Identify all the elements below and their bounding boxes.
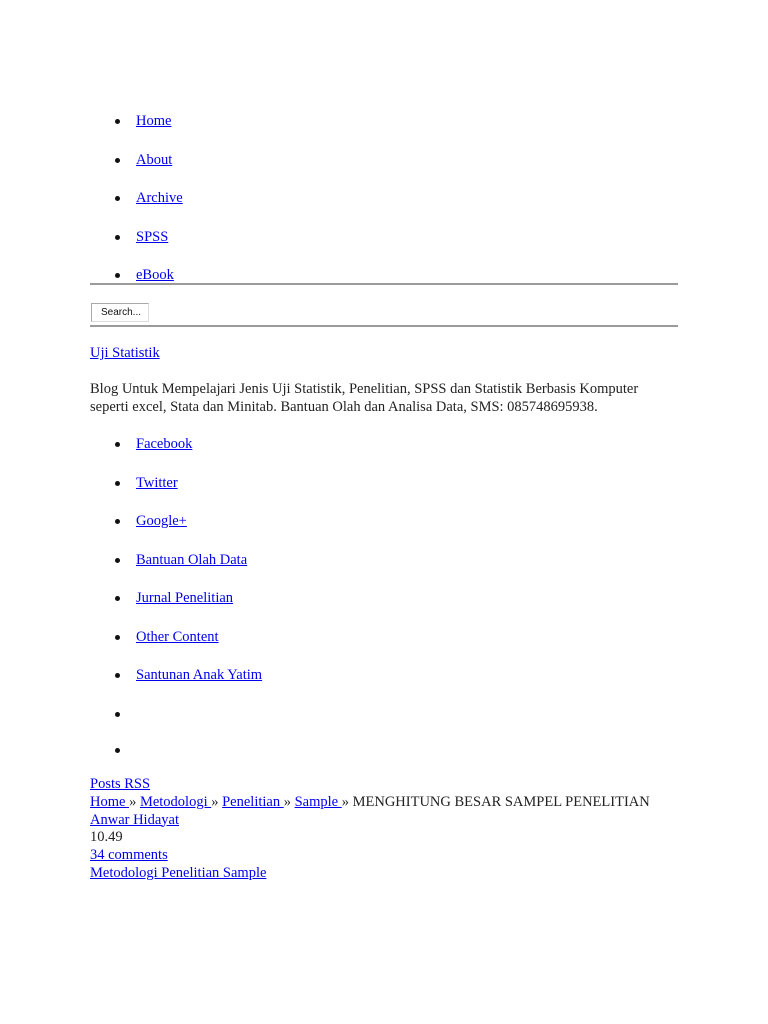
breadcrumb-separator: » (283, 793, 295, 810)
social-item-empty-2 (90, 741, 678, 777)
social-item-jurnal (90, 589, 678, 628)
breadcrumb-separator: » (341, 793, 353, 810)
post-meta (90, 776, 690, 883)
social-item-googleplus (90, 512, 678, 551)
social-item-facebook (90, 435, 678, 474)
twitter-link[interactable]: Twitter (136, 474, 178, 491)
breadcrumb-separator: » (211, 793, 223, 810)
main-nav (90, 112, 678, 305)
nav-item-about (90, 151, 678, 190)
facebook-link[interactable]: Facebook (136, 436, 193, 452)
post-time: 10.49 (90, 829, 123, 846)
post-labels (90, 865, 690, 883)
breadcrumb-separator: » (129, 793, 140, 810)
nav-link-ebook[interactable]: eBook (136, 267, 174, 283)
site-description: Blog Untuk Mempelajari Jenis Uji Statistik, Penelitian, SPSS dan Statistik Berbasis Komputer seperti excel, Stata dan Minitab. Bantuan Olah dan Analisa Data, SMS: 085748695938. (90, 381, 639, 415)
nav-item-archive (90, 189, 678, 228)
social-item-other (90, 628, 678, 667)
nav-link-spss[interactable]: SPSS (136, 228, 169, 245)
divider-bottom (90, 325, 678, 327)
divider-top (90, 283, 678, 285)
nav-item-spss (90, 228, 678, 267)
breadcrumb-current: MENGHITUNG BESAR SAMPEL PENELITIAN (352, 793, 650, 810)
breadcrumb-penelitian[interactable]: Penelitian (222, 793, 284, 810)
jurnal-penelitian-link[interactable]: Jurnal Penelitian (136, 590, 234, 606)
social-item-bantuan (90, 551, 678, 590)
nav-item-home (90, 112, 678, 151)
nav-link-about[interactable]: About (136, 151, 173, 168)
other-content-link[interactable]: Other Content (136, 628, 219, 645)
breadcrumb-home[interactable]: Home (90, 793, 130, 810)
breadcrumb-metodologi[interactable]: Metodologi (139, 793, 212, 810)
author-link[interactable]: Anwar Hidayat (90, 811, 179, 828)
bantuan-olah-data-link[interactable]: Bantuan Olah Data (136, 551, 248, 568)
posts-rss-link[interactable]: Posts RSS (90, 776, 151, 792)
breadcrumb (90, 794, 690, 812)
social-links (90, 435, 678, 777)
site-title-link[interactable]: Uji Statistik (90, 345, 160, 361)
label-link-penelitian[interactable]: Penelitian (161, 864, 223, 881)
search-input[interactable]: Search... (91, 303, 149, 322)
comments-row (90, 847, 690, 865)
breadcrumb-sample[interactable]: Sample (294, 793, 342, 810)
label-link-sample[interactable]: Sample (222, 864, 267, 881)
posts-rss-row (90, 776, 690, 794)
social-item-twitter (90, 474, 678, 513)
googleplus-link[interactable]: Google+ (136, 513, 187, 529)
nav-link-home[interactable]: Home (136, 113, 172, 129)
nav-item-ebook (90, 266, 678, 305)
nav-link-archive[interactable]: Archive (136, 190, 183, 206)
label-link-metodologi[interactable]: Metodologi (90, 864, 162, 881)
social-item-santunan (90, 666, 678, 705)
author-row (90, 812, 690, 830)
comments-link[interactable]: 34 comments (90, 847, 168, 864)
santunan-anak-yatim-link[interactable]: Santunan Anak Yatim (136, 667, 263, 683)
social-item-empty-1 (90, 705, 678, 741)
